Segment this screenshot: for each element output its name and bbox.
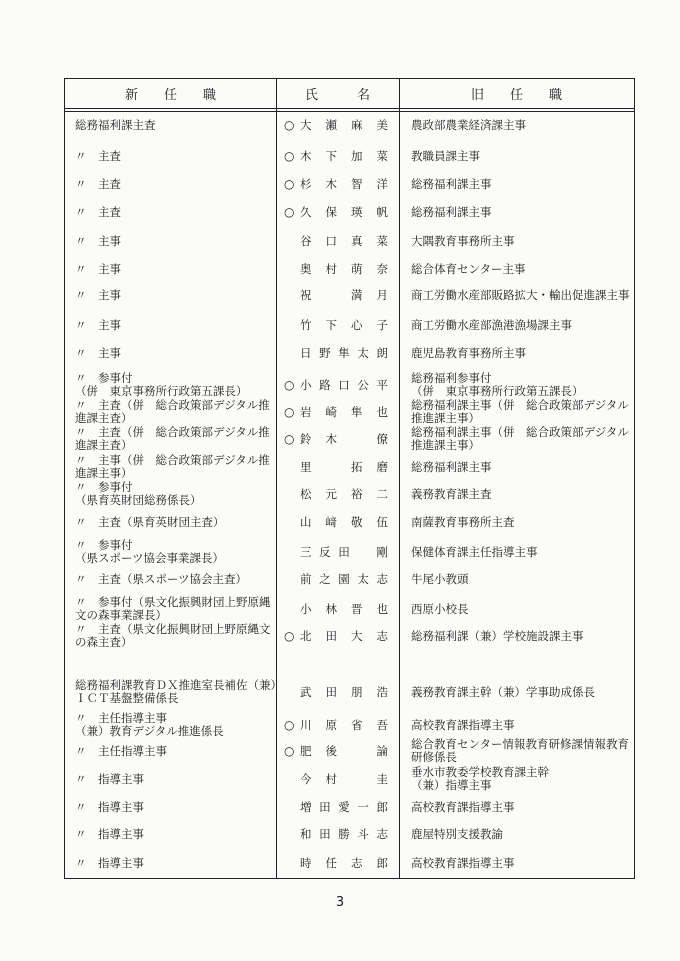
name-cell <box>284 821 394 847</box>
new-post-cell <box>75 312 280 338</box>
new-post-cell <box>75 712 280 738</box>
new-post-text: 〃 主査（県育英財団主査） <box>75 514 225 529</box>
new-post-cell <box>75 821 280 847</box>
new-post-cell <box>75 454 280 480</box>
new-post-text: 〃 主査 <box>75 204 121 219</box>
name-cell <box>284 256 394 282</box>
new-post-text: 〃 主査（県スポーツ協会主査） <box>75 571 248 586</box>
old-post-text: 義務教育課主査 <box>411 486 492 501</box>
name-cell <box>284 712 394 738</box>
new-post-text: 〃 参事付（県文化振興財団上野原縄文の森事業課長） <box>75 595 271 622</box>
table-row <box>65 509 634 535</box>
name-cell <box>284 199 394 225</box>
old-post-text: 義務教育課主幹（兼）学事助成係長 <box>411 684 595 699</box>
new-post-text: 〃 主事 <box>75 317 121 332</box>
new-post-cell <box>75 143 280 169</box>
old-post-cell <box>411 112 631 138</box>
new-post-text: 〃 主査 <box>75 148 121 163</box>
first-appointment-mark: ○ <box>284 628 295 643</box>
new-post-cell <box>75 228 280 254</box>
old-post-text: 高校教育課指導主事 <box>411 717 515 732</box>
appointment-table <box>64 78 635 879</box>
old-post-cell <box>411 312 631 338</box>
new-post-cell <box>75 794 280 820</box>
first-appointment-mark: ○ <box>284 743 295 758</box>
first-appointment-mark: ○ <box>284 117 295 132</box>
old-post-text: 鹿屋特別支援教諭 <box>411 826 503 841</box>
new-post-text: 〃 主査（県文化振興財団上野原縄文の森主査） <box>75 622 271 649</box>
table-row <box>65 821 634 847</box>
old-post-text: 総務福利課主事 <box>411 204 492 219</box>
new-post-cell <box>75 679 280 705</box>
old-post-cell <box>411 199 631 225</box>
table-row <box>65 794 634 820</box>
new-post-cell <box>75 199 280 225</box>
person-name: 小林晋也 <box>300 601 388 616</box>
old-post-text: 総合教育センター情報教育研修課情報教育研修係長 <box>411 737 630 764</box>
person-name: 岩崎隼也 <box>300 404 388 419</box>
table-row <box>65 679 634 705</box>
table-row <box>65 143 634 169</box>
person-name: 前之園太志 <box>300 571 388 586</box>
old-post-cell <box>411 738 631 764</box>
new-post-text: 〃 主査 <box>75 176 121 191</box>
new-post-text: 〃 主査（併 総合政策部デジタル推進課主査） <box>75 425 270 452</box>
old-post-text: 教職員課主事 <box>411 148 480 163</box>
old-post-cell <box>411 481 631 507</box>
old-post-cell <box>411 712 631 738</box>
name-cell <box>284 623 394 649</box>
new-post-cell <box>75 623 280 649</box>
name-cell <box>284 282 394 308</box>
new-post-cell <box>75 539 280 565</box>
person-name: 祝 満月 <box>300 287 388 302</box>
person-name: 谷口真菜 <box>300 233 388 248</box>
table-row <box>65 256 634 282</box>
name-cell <box>284 228 394 254</box>
person-name: 山﨑敬伍 <box>300 514 388 529</box>
person-name: 川原省吾 <box>300 717 388 732</box>
new-post-cell <box>75 850 280 876</box>
old-post-cell <box>411 566 631 592</box>
new-post-text: 〃 主任指導主事 <box>75 743 167 758</box>
new-post-text: 〃 参事付 （県育英財団総務係長） <box>75 480 202 507</box>
table-row <box>65 312 634 338</box>
person-name: 肥後 論 <box>300 743 388 758</box>
first-appointment-mark: ○ <box>284 148 295 163</box>
old-post-text: 鹿児島教育事務所主事 <box>411 345 526 360</box>
table-row <box>65 566 634 592</box>
header-old-post: 旧 任 職 <box>470 88 562 103</box>
new-post-cell <box>75 426 280 452</box>
first-appointment-mark: ○ <box>284 176 295 191</box>
old-post-cell <box>411 256 631 282</box>
person-name: 久保瑛帆 <box>300 204 388 219</box>
table-row <box>65 426 634 452</box>
table-row <box>65 340 634 366</box>
old-post-text: 総合体育センター主事 <box>411 261 526 276</box>
new-post-text: 〃 主事 <box>75 287 121 302</box>
table-row <box>65 454 634 480</box>
old-post-cell <box>411 766 631 792</box>
old-post-text: 高校教育課指導主事 <box>411 799 515 814</box>
table-row <box>65 766 634 792</box>
name-cell <box>284 143 394 169</box>
person-name: 三反田 剛 <box>300 544 388 559</box>
person-name: 武田朋浩 <box>300 684 388 699</box>
new-post-text: 〃 参事付 （県スポーツ協会事業課長） <box>75 538 225 565</box>
table-row <box>65 596 634 622</box>
old-post-cell <box>411 850 631 876</box>
person-name: 竹下心子 <box>300 317 388 332</box>
old-post-text: 保健体育課主任指導主事 <box>411 544 538 559</box>
new-post-cell <box>75 738 280 764</box>
person-name: 今村 圭 <box>300 771 388 786</box>
name-cell <box>284 850 394 876</box>
new-post-text: 〃 主事 <box>75 345 121 360</box>
new-post-text: 〃 指導主事 <box>75 826 144 841</box>
old-post-cell <box>411 679 631 705</box>
table-row <box>65 539 634 565</box>
old-post-cell <box>411 171 631 197</box>
person-name: 大瀬麻美 <box>300 117 388 132</box>
table-row <box>65 112 634 138</box>
header-new-post: 新 任 職 <box>124 88 216 103</box>
new-post-text: 総務福利課教育ＤＸ推進室長補佐（兼）ＩＣＴ基盤整備係長 <box>75 678 277 705</box>
person-name: 時任志郎 <box>300 855 388 870</box>
old-post-text: 農政部農業経済課主事 <box>411 117 526 132</box>
name-cell <box>284 766 394 792</box>
new-post-text: 総務福利課主査 <box>75 117 156 132</box>
old-post-text: 商工労働水産部漁港漁場課主事 <box>411 317 572 332</box>
header-name: 氏 名 <box>304 88 370 103</box>
new-post-cell <box>75 282 280 308</box>
old-post-text: 総務福利課主事 <box>411 176 492 191</box>
new-post-cell <box>75 481 280 507</box>
old-post-text: 西原小校長 <box>411 601 469 616</box>
old-post-text: 垂水市教委学校教育課主幹 （兼）指導主事 <box>411 765 549 792</box>
old-post-cell <box>411 454 631 480</box>
person-name: 増田愛一郎 <box>300 799 388 814</box>
table-row <box>65 372 634 398</box>
person-name: 日野隼太朗 <box>300 345 388 360</box>
new-post-text: 〃 指導主事 <box>75 799 144 814</box>
old-post-cell <box>411 821 631 847</box>
person-name: 里 拓磨 <box>300 459 388 474</box>
name-cell <box>284 112 394 138</box>
old-post-cell <box>411 282 631 308</box>
person-name: 奥村萌奈 <box>300 261 388 276</box>
old-post-cell <box>411 539 631 565</box>
old-post-cell <box>411 794 631 820</box>
new-post-cell <box>75 566 280 592</box>
new-post-text: 〃 指導主事 <box>75 855 144 870</box>
name-cell <box>284 539 394 565</box>
table-row <box>65 481 634 507</box>
person-name: 鈴木 僚 <box>300 431 388 446</box>
name-cell <box>284 481 394 507</box>
new-post-cell <box>75 256 280 282</box>
name-cell <box>284 509 394 535</box>
first-appointment-mark: ○ <box>284 404 295 419</box>
name-cell <box>284 399 394 425</box>
old-post-cell <box>411 228 631 254</box>
name-cell <box>284 312 394 338</box>
first-appointment-mark: ○ <box>284 204 295 219</box>
new-post-text: 〃 主事（併 総合政策部デジタル推進課主事） <box>75 453 270 480</box>
table-row <box>65 399 634 425</box>
new-post-cell <box>75 372 280 398</box>
name-cell <box>284 566 394 592</box>
table-row <box>65 199 634 225</box>
table-row <box>65 171 634 197</box>
new-post-text: 〃 主事 <box>75 233 121 248</box>
new-post-cell <box>75 399 280 425</box>
old-post-text: 総務福利参事付 （併 東京事務所行政第五課長） <box>411 371 584 398</box>
old-post-text: 高校教育課指導主事 <box>411 855 515 870</box>
old-post-text: 大隅教育事務所主事 <box>411 233 515 248</box>
old-post-cell <box>411 509 631 535</box>
old-post-cell <box>411 426 631 452</box>
name-cell <box>284 372 394 398</box>
old-post-cell <box>411 143 631 169</box>
name-cell <box>284 171 394 197</box>
old-post-text: 牛尾小教頭 <box>411 571 469 586</box>
new-post-cell <box>75 509 280 535</box>
old-post-text: 商工労働水産部販路拡大・輸出促進課主事 <box>411 287 630 302</box>
old-post-cell <box>411 340 631 366</box>
person-name: 和田勝斗志 <box>300 826 388 841</box>
new-post-text: 〃 主任指導主事 （兼）教育デジタル推進係長 <box>75 711 224 738</box>
first-appointment-mark: ○ <box>284 431 295 446</box>
person-name: 松元裕二 <box>300 486 388 501</box>
name-cell <box>284 679 394 705</box>
first-appointment-mark: ○ <box>284 717 295 732</box>
first-appointment-mark: ○ <box>284 377 295 392</box>
new-post-cell <box>75 766 280 792</box>
old-post-text: 総務福利課主事 <box>411 459 492 474</box>
old-post-cell <box>411 596 631 622</box>
name-cell <box>284 426 394 452</box>
new-post-text: 〃 参事付 （併 東京事務所行政第五課長） <box>75 371 248 398</box>
old-post-cell <box>411 399 631 425</box>
new-post-cell <box>75 596 280 622</box>
page-number: 3 <box>335 895 345 910</box>
name-cell <box>284 596 394 622</box>
new-post-cell <box>75 340 280 366</box>
old-post-text: 総務福利課主事（併 総合政策部デジタル推進課主事） <box>411 425 629 452</box>
new-post-text: 〃 指導主事 <box>75 771 144 786</box>
name-cell <box>284 738 394 764</box>
header-rule <box>65 108 634 109</box>
new-post-text: 〃 主事 <box>75 261 121 276</box>
new-post-cell <box>75 171 280 197</box>
table-row <box>65 712 634 738</box>
new-post-cell <box>75 112 280 138</box>
table-row <box>65 738 634 764</box>
table-row <box>65 228 634 254</box>
name-cell <box>284 794 394 820</box>
name-cell <box>284 454 394 480</box>
table-row <box>65 282 634 308</box>
old-post-cell <box>411 623 631 649</box>
person-name: 杉木智洋 <box>300 176 388 191</box>
name-cell <box>284 340 394 366</box>
table-row <box>65 850 634 876</box>
new-post-text: 〃 主査（併 総合政策部デジタル推進課主査） <box>75 398 270 425</box>
table-row <box>65 623 634 649</box>
person-name: 木下加菜 <box>300 148 388 163</box>
old-post-text: 総務福利課主事（併 総合政策部デジタル推進課主事） <box>411 398 629 425</box>
old-post-text: 総務福利課（兼）学校施設課主事 <box>411 628 584 643</box>
old-post-text: 南薩教育事務所主査 <box>411 514 515 529</box>
person-name: 小路口公平 <box>300 377 388 392</box>
person-name: 北田大志 <box>300 628 388 643</box>
old-post-cell <box>411 372 631 398</box>
